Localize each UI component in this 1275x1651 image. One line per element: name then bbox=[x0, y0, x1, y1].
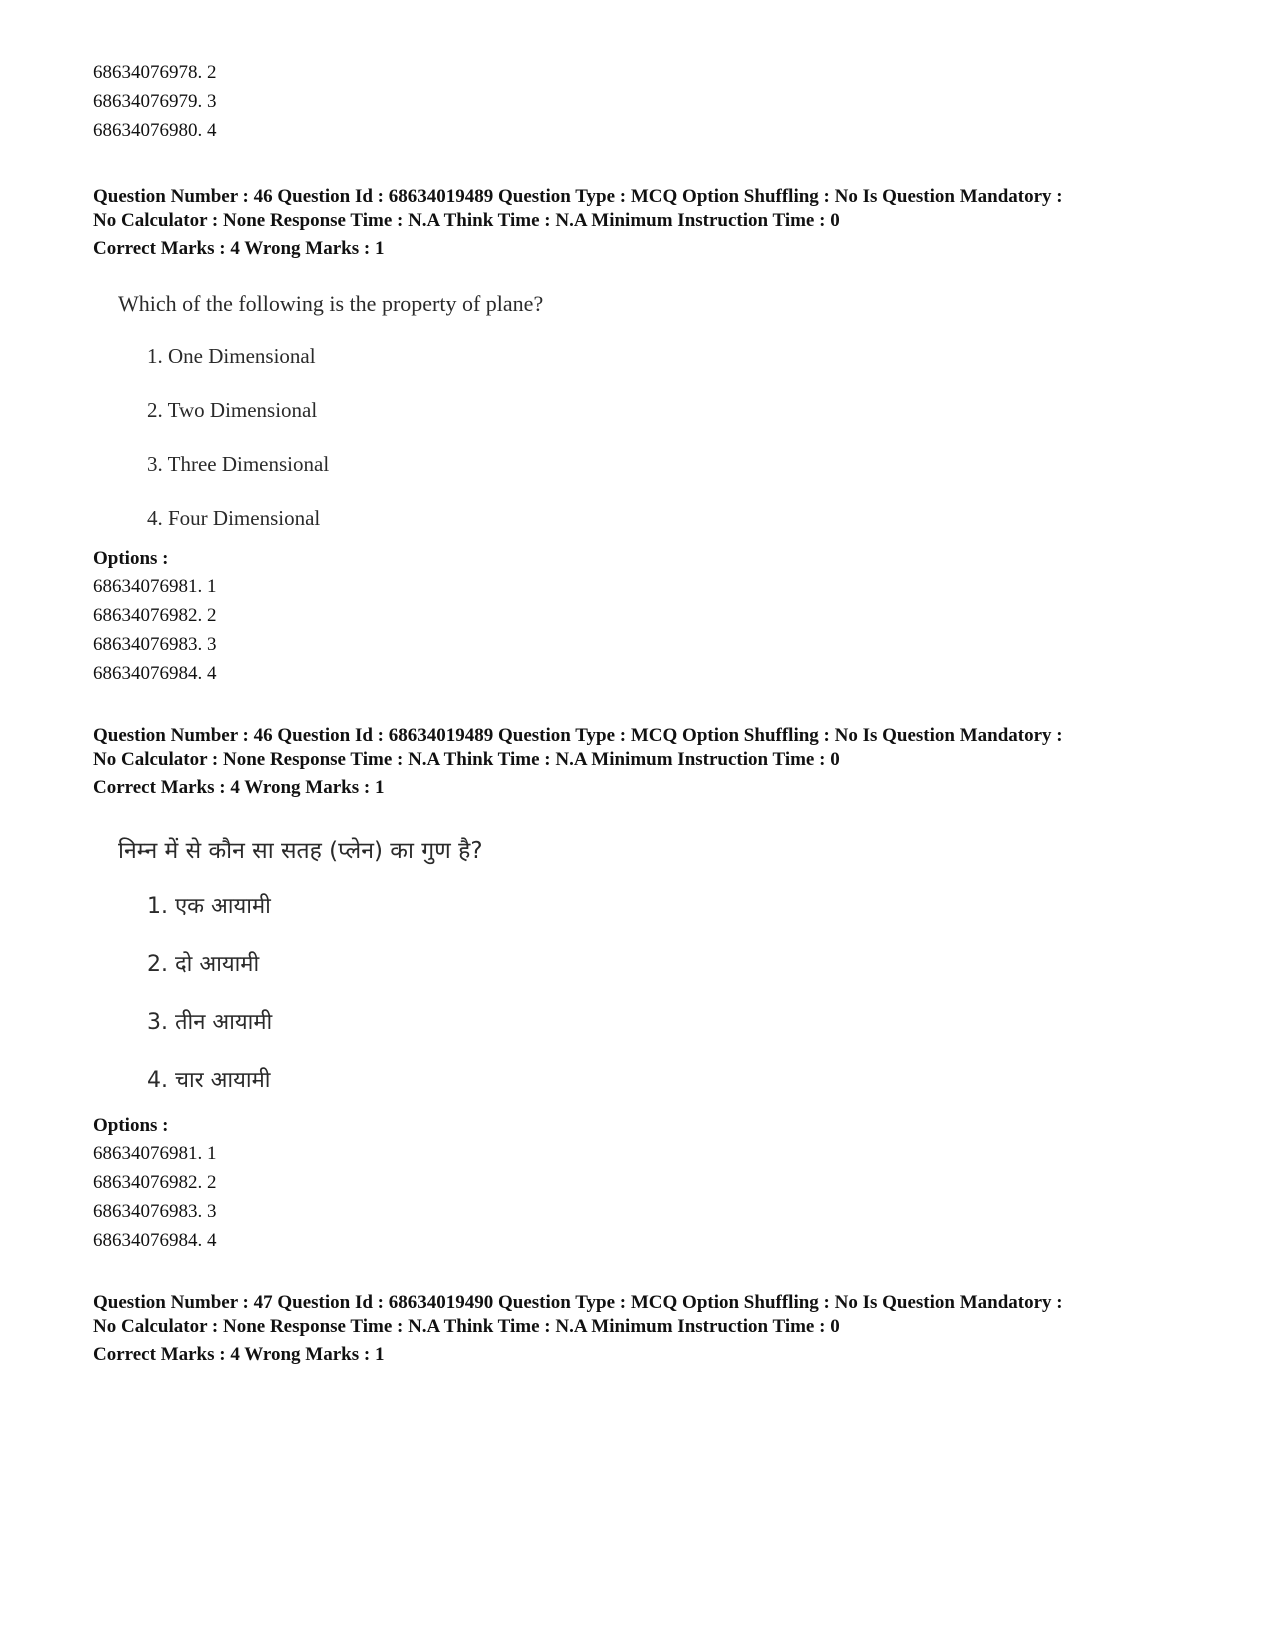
option-line: 68634076981. 1 bbox=[93, 1143, 217, 1164]
option-line: 68634076983. 3 bbox=[93, 634, 217, 655]
question-block bbox=[93, 724, 1193, 1255]
leading-options-list bbox=[93, 58, 1193, 145]
choice-item: 4. Four Dimensional bbox=[147, 506, 321, 530]
question-meta-line: No Calculator : None Response Time : N.A Think Time : N.A Minimum Instruction Time : 0 bbox=[93, 210, 840, 231]
option-line: 68634076981. 1 bbox=[93, 576, 217, 597]
question-meta-line: Question Number : 46 Question Id : 68634019489 Question Type : MCQ Option Shuffling : No Is Question Mandatory : bbox=[93, 725, 1063, 746]
document-page bbox=[93, 58, 1193, 1367]
question-marks: Correct Marks : 4 Wrong Marks : 1 bbox=[93, 238, 385, 259]
option-line: 68634076982. 2 bbox=[93, 605, 217, 626]
choice-item: 3. Three Dimensional bbox=[147, 452, 330, 476]
option-line: 68634076978. 2 bbox=[93, 62, 217, 83]
choice-item: 1. One Dimensional bbox=[147, 344, 316, 368]
option-line: 68634076979. 3 bbox=[93, 91, 217, 112]
option-line: 68634076984. 4 bbox=[93, 1230, 217, 1251]
question-marks: Correct Marks : 4 Wrong Marks : 1 bbox=[93, 1344, 385, 1365]
question-text: निम्न में से कौन सा सतह (प्लेन) का गुण है? bbox=[118, 838, 483, 864]
question-meta-line: No Calculator : None Response Time : N.A Think Time : N.A Minimum Instruction Time : 0 bbox=[93, 749, 840, 770]
question-text: Which of the following is the property of plane? bbox=[118, 291, 544, 316]
option-line: 68634076982. 2 bbox=[93, 1172, 217, 1193]
question-marks: Correct Marks : 4 Wrong Marks : 1 bbox=[93, 777, 385, 798]
question-meta-line: Question Number : 46 Question Id : 68634019489 Question Type : MCQ Option Shuffling : No Is Question Mandatory : bbox=[93, 186, 1063, 207]
question-block bbox=[93, 185, 1193, 688]
option-line: 68634076984. 4 bbox=[93, 663, 217, 684]
options-list bbox=[93, 1139, 1193, 1255]
question-meta-line: Question Number : 47 Question Id : 68634019490 Question Type : MCQ Option Shuffling : No Is Question Mandatory : bbox=[93, 1292, 1063, 1313]
question-meta-line: No Calculator : None Response Time : N.A Think Time : N.A Minimum Instruction Time : 0 bbox=[93, 1316, 840, 1337]
option-line: 68634076983. 3 bbox=[93, 1201, 217, 1222]
choice-list bbox=[147, 341, 1193, 533]
options-list bbox=[93, 572, 1193, 688]
choice-item: 4. चार आयामी bbox=[147, 1068, 271, 1093]
choice-item: 2. दो आयामी bbox=[147, 952, 260, 977]
choice-list bbox=[147, 890, 1193, 1098]
question-block bbox=[93, 1291, 1193, 1367]
options-label: Options : bbox=[93, 548, 169, 569]
choice-item: 1. एक आयामी bbox=[147, 894, 271, 919]
options-label: Options : bbox=[93, 1115, 169, 1136]
choice-item: 3. तीन आयामी bbox=[147, 1010, 273, 1035]
option-line: 68634076980. 4 bbox=[93, 120, 217, 141]
choice-item: 2. Two Dimensional bbox=[147, 398, 318, 422]
